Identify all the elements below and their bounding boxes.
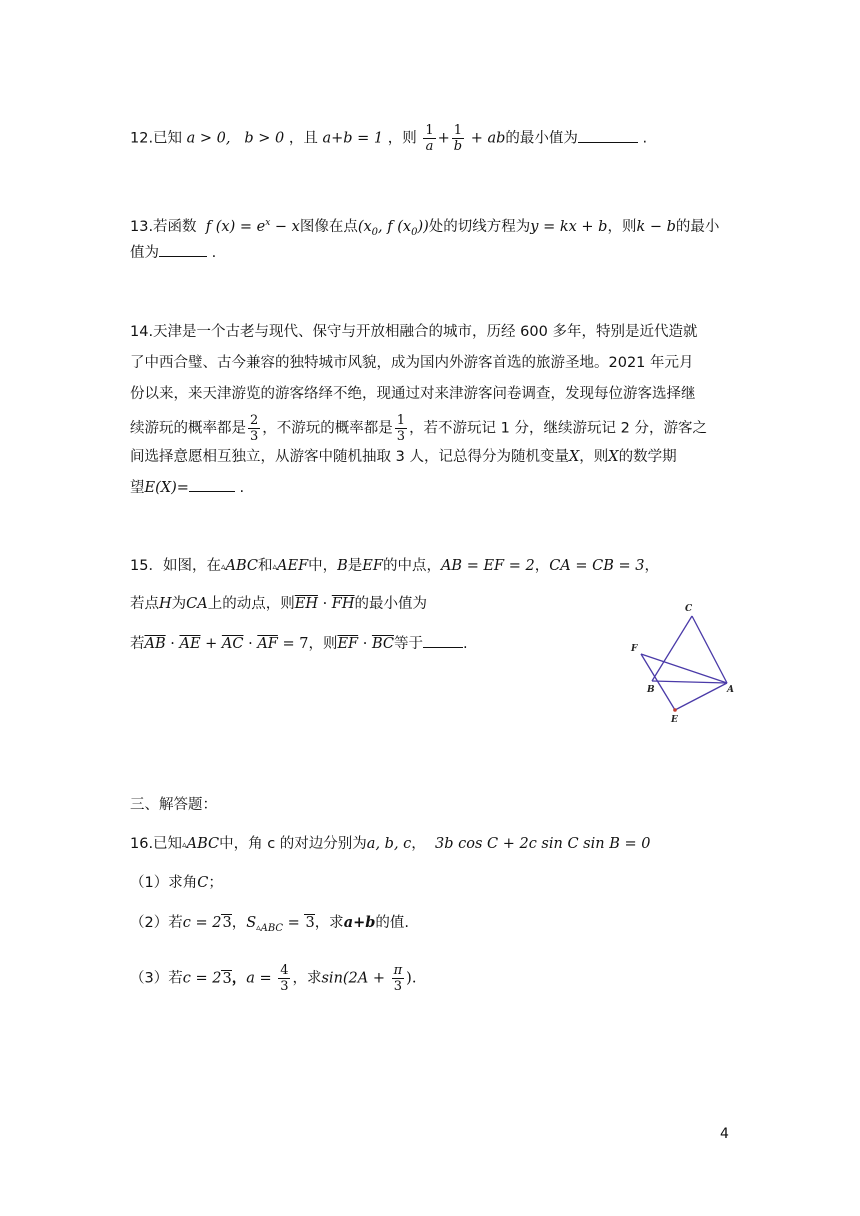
q15-abc: ABC bbox=[225, 558, 258, 574]
q16-part-2 bbox=[130, 913, 409, 939]
q15-point-h: H bbox=[159, 596, 172, 612]
label-b: B bbox=[647, 685, 655, 695]
triangle-symbol: ▵ bbox=[272, 562, 278, 572]
q16-label: 16.已知 bbox=[130, 836, 183, 852]
q16-a-plus-b: a+b bbox=[343, 914, 376, 931]
q13-func: f (x) = e bbox=[205, 219, 266, 235]
q12-fraction-1 bbox=[423, 123, 435, 154]
fraction-denominator: a bbox=[425, 139, 434, 154]
section-heading: 三、解答题： bbox=[130, 797, 217, 813]
plus-sign: + bbox=[437, 130, 450, 147]
question-13-line-2 bbox=[130, 242, 216, 263]
plus-sign: + bbox=[200, 636, 222, 652]
q15-end: . bbox=[462, 636, 468, 652]
vector-ae: $\overline{AE}$ bbox=[179, 636, 201, 652]
q13-text-5: 值为 bbox=[130, 245, 159, 261]
sqrt-3: 3 bbox=[222, 970, 232, 987]
dot-operator: · bbox=[317, 596, 332, 612]
triangle-figure bbox=[626, 600, 756, 725]
vector-af: $\overline{AF}$ bbox=[257, 636, 278, 652]
q14-line-2: 了中西合璧、古今兼容的独特城市风貌，成为国内外游客首选的旅游圣地。2021 年元月 bbox=[130, 355, 694, 371]
q15-text: ， bbox=[534, 558, 550, 574]
fraction-denominator: 3 bbox=[280, 979, 289, 994]
question-13 bbox=[130, 213, 719, 243]
q14-fraction-2-3 bbox=[248, 413, 260, 444]
area-subscript bbox=[256, 923, 283, 934]
q14-variable-x: X bbox=[568, 449, 580, 465]
q13-text-3: ，则 bbox=[607, 219, 637, 235]
vector-ab: $\overline{AB}$ bbox=[144, 636, 166, 652]
q16-text: （1）求角 bbox=[130, 875, 198, 891]
q16-fraction-4-3 bbox=[278, 963, 290, 994]
area-symbol: S bbox=[246, 915, 257, 931]
question-15 bbox=[130, 556, 659, 577]
q16-part-1 bbox=[130, 873, 223, 893]
q15-ca: CA bbox=[186, 596, 208, 612]
q16-text: ，求 bbox=[292, 970, 322, 987]
q14-text: ，若不游玩记 1 分，继续游玩记 2 分，游客之 bbox=[409, 420, 707, 437]
point-e-dot bbox=[673, 708, 677, 712]
equals-sign: = bbox=[283, 915, 305, 931]
q12-expression-rest: + ab bbox=[470, 130, 506, 147]
q15-text: 的中点， bbox=[382, 558, 441, 574]
triangle-symbol: ▵ bbox=[182, 840, 187, 850]
dot-operator: · bbox=[165, 636, 180, 652]
q13-pt: (x bbox=[357, 219, 372, 235]
segment-cb bbox=[652, 616, 692, 681]
q16-text: ， bbox=[231, 915, 247, 931]
q14-variable-x: X bbox=[608, 449, 619, 465]
sqrt-3: 3 bbox=[222, 915, 232, 931]
fraction-denominator: 3 bbox=[250, 429, 259, 444]
q13-text: 图像在点 bbox=[299, 219, 358, 235]
q14-line-3: 份以来，来天津游览的游客络绎不绝，现通过对来津游客问卷调查，发现每位游客选择继 bbox=[130, 386, 696, 402]
question-15-line-2 bbox=[130, 594, 427, 614]
q15-text: 等于 bbox=[393, 636, 423, 652]
q16-a-value: a = bbox=[246, 970, 277, 987]
q12-end: . bbox=[637, 130, 648, 147]
vector-ef: $\overline{EF}$ bbox=[337, 636, 359, 652]
answer-blank[interactable] bbox=[189, 477, 235, 492]
fraction-denominator: 3 bbox=[393, 979, 403, 994]
q15-text: 的最小值为 bbox=[354, 596, 428, 612]
answer-blank[interactable] bbox=[159, 242, 207, 257]
q15-equation-2: CA = CB = 3 bbox=[549, 558, 645, 574]
q14-line-6 bbox=[130, 477, 244, 498]
vector-fh: $\overline{FH}$ bbox=[331, 596, 355, 612]
q13-function bbox=[206, 219, 300, 235]
vector-bc: $\overline{BC}$ bbox=[371, 636, 394, 652]
q15-equals-7: = 7 bbox=[277, 636, 309, 652]
q15-text: ，则 bbox=[308, 636, 338, 652]
answer-blank[interactable] bbox=[423, 633, 463, 648]
fraction-numerator: π bbox=[393, 963, 403, 978]
label-e: E bbox=[671, 715, 678, 725]
fraction-denominator: 3 bbox=[396, 429, 406, 444]
q13-k-minus-b: k − b bbox=[636, 219, 676, 235]
q16-text: （2）若 bbox=[130, 915, 183, 931]
q16-text: （3）若 bbox=[130, 970, 183, 987]
dot-operator: · bbox=[243, 636, 258, 652]
sqrt-3: 3 bbox=[305, 915, 315, 931]
q16-abc: ABC bbox=[186, 836, 220, 852]
q13-tangent-line: y = kx + b bbox=[530, 219, 608, 235]
question-12 bbox=[130, 123, 647, 154]
label-a: A bbox=[727, 685, 734, 695]
q14-text: ，不游玩的概率都是 bbox=[262, 420, 393, 437]
q16-sides: a, b, c bbox=[366, 836, 412, 852]
q15-equation-1: AB = EF = 2 bbox=[440, 558, 535, 574]
q15-text: 是 bbox=[347, 558, 363, 574]
area-sub-abc: ABC bbox=[260, 923, 284, 934]
fraction-numerator: 2 bbox=[250, 413, 259, 428]
q13-label: 13.若函数 bbox=[130, 219, 202, 235]
q13-exponent: x bbox=[265, 218, 271, 228]
q15-ef: EF bbox=[362, 558, 383, 574]
triangle-symbol: ▵ bbox=[220, 562, 226, 572]
q16-c-value: c = 2 bbox=[182, 915, 222, 931]
vector-ac: $\overline{AC}$ bbox=[221, 636, 244, 652]
q13-point bbox=[357, 219, 429, 238]
question-16 bbox=[130, 834, 650, 855]
q12-text-2: ，则 bbox=[387, 130, 417, 147]
q15-point-b: B bbox=[337, 558, 348, 574]
q14-text: 的数学期 bbox=[618, 449, 677, 465]
page-number: 4 bbox=[720, 1126, 729, 1142]
q16-text: ； bbox=[208, 875, 223, 891]
segment-ba bbox=[652, 681, 727, 683]
q16-sin-expression: sin(2A + bbox=[321, 970, 390, 987]
q15-text: 上的动点，则 bbox=[207, 596, 295, 612]
q14-fraction-1-3 bbox=[395, 413, 407, 444]
question-15-line-3 bbox=[130, 633, 468, 654]
label-c: C bbox=[685, 604, 693, 614]
q16-c-value: c = 2 bbox=[182, 970, 222, 987]
q12-equation: a+b = 1 bbox=[322, 130, 384, 147]
q14-line-5 bbox=[130, 447, 677, 467]
segment-ea bbox=[675, 683, 727, 710]
fraction-numerator: 1 bbox=[425, 123, 434, 138]
fraction-numerator: 1 bbox=[453, 123, 463, 138]
q13-text-2: 处的切线方程为 bbox=[428, 219, 531, 235]
q12-label: 12.已知 bbox=[130, 130, 183, 147]
answer-blank[interactable] bbox=[578, 128, 638, 143]
q14-end: . bbox=[234, 480, 245, 496]
q15-aef: AEF bbox=[277, 558, 309, 574]
q14-line-4 bbox=[130, 413, 707, 444]
q13-pt2: , f (x bbox=[378, 219, 412, 235]
q14-text: 间选择意愿相互独立，从游客中随机抽取 3 人，记总得分为随机变量 bbox=[130, 449, 569, 465]
q15-text: 若 bbox=[130, 636, 145, 652]
q16-fraction-pi-3 bbox=[392, 963, 405, 994]
q15-label: 15．如图，在 bbox=[130, 558, 221, 574]
q13-text-4: 的最小 bbox=[675, 219, 720, 235]
q12-text: ，且 bbox=[288, 130, 318, 147]
fraction-numerator: 1 bbox=[396, 413, 406, 428]
q16-angle-c: C bbox=[197, 875, 209, 891]
q13-pt3: )) bbox=[417, 219, 429, 235]
label-f: F bbox=[631, 644, 638, 654]
q16-text: 的值. bbox=[375, 915, 409, 931]
q13-func2: − x bbox=[270, 219, 300, 235]
fraction-denominator: b bbox=[453, 139, 463, 154]
q15-text: 中， bbox=[308, 558, 338, 574]
q16-text: ，求 bbox=[314, 915, 344, 931]
q16-area bbox=[246, 915, 284, 934]
q13-sub: 0 bbox=[371, 227, 379, 238]
q15-text: 若点 bbox=[130, 596, 159, 612]
q16-text: ， bbox=[231, 970, 247, 987]
q13-end: . bbox=[207, 245, 217, 261]
q12-condition: a > 0, b > 0 bbox=[186, 130, 285, 147]
q12-text-3: 的最小值为 bbox=[505, 130, 578, 147]
q15-text: ， bbox=[644, 558, 659, 574]
q16-text: ， bbox=[411, 836, 435, 852]
dot-operator: · bbox=[358, 636, 372, 652]
q14-text: 望 bbox=[130, 480, 145, 496]
q14-text: 续游玩的概率都是 bbox=[130, 420, 246, 437]
q15-text: 和 bbox=[257, 558, 273, 574]
vector-eh: $\overline{EH}$ bbox=[294, 596, 318, 612]
q14-text: ，则 bbox=[579, 449, 609, 465]
q13-sub: 0 bbox=[411, 227, 418, 238]
q16-end: ). bbox=[406, 970, 417, 987]
q16-part-3 bbox=[130, 963, 416, 994]
q14-line-1: 14.天津是一个古老与现代、保守与开放相融合的城市，历经 600 多年，特别是近代造就 bbox=[130, 324, 698, 340]
q16-equation: 3b cos C + 2c sin C sin B = 0 bbox=[435, 836, 651, 852]
q16-text: 中，角 c 的对边分别为 bbox=[219, 836, 367, 852]
triangle-symbol: ▵ bbox=[256, 923, 261, 933]
fraction-numerator: 4 bbox=[280, 963, 289, 978]
q14-expectation: E(X)= bbox=[144, 480, 189, 496]
q12-fraction-2 bbox=[452, 123, 464, 154]
q15-text: 为 bbox=[171, 596, 187, 612]
